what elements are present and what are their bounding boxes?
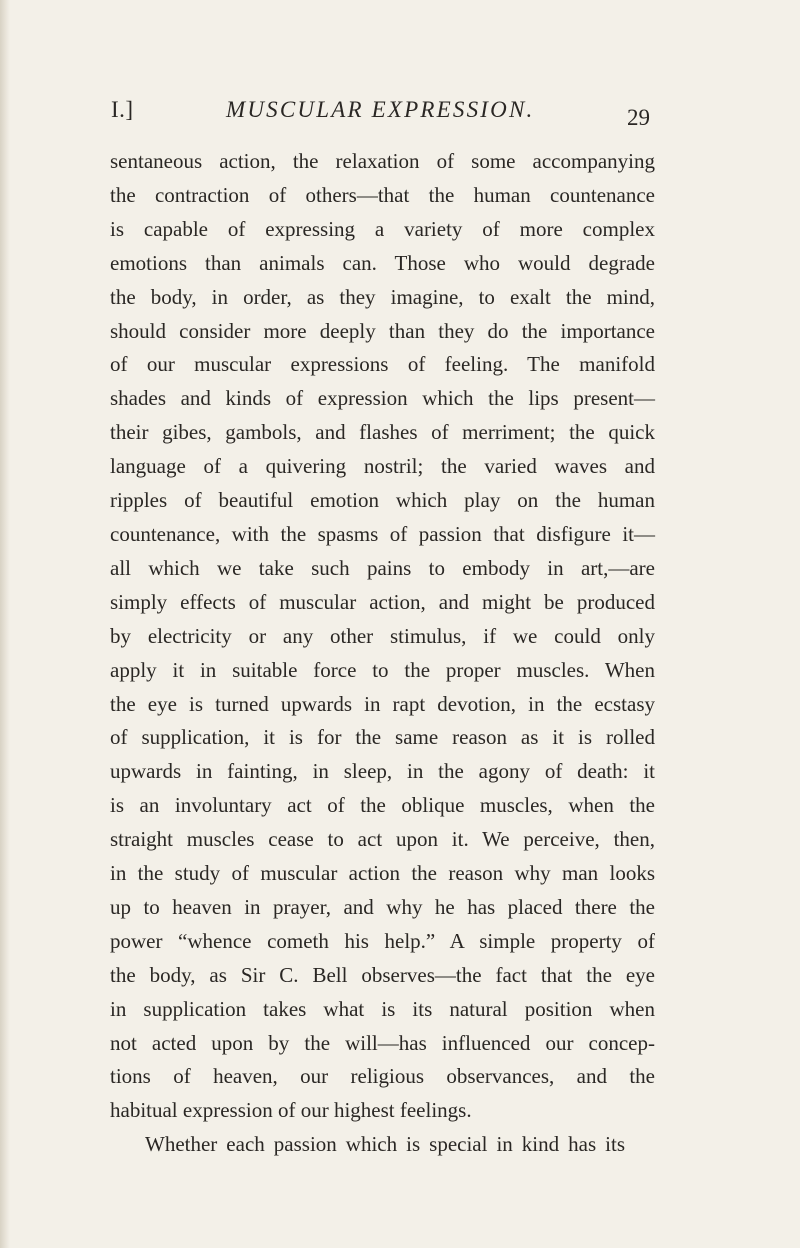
text-line: simply effects of muscular action, and might be produced bbox=[110, 589, 655, 614]
text-line: ripples of beautiful emotion which play on the human bbox=[110, 488, 655, 513]
text-line: all which we take such pains to embody in art,—are bbox=[110, 555, 655, 580]
text-line: straight muscles cease to act upon it. We perceive, then, bbox=[110, 827, 655, 852]
text-line: the body, as Sir C. Bell observes—the fact that the eye bbox=[110, 962, 655, 987]
text-line: should consider more deeply than they do the importance bbox=[110, 318, 655, 343]
text-line: emotions than animals can. Those who would degrade bbox=[110, 250, 655, 275]
text-line: tions of heaven, our religious observances, and the bbox=[110, 1064, 655, 1089]
text-line: in the study of muscular action the reason why man looks bbox=[110, 861, 655, 886]
text-line: of supplication, it is for the same reason as it is rolled bbox=[110, 725, 655, 750]
text-line: not acted upon by the will—has influenced our concep- bbox=[110, 1030, 655, 1055]
text-line: shades and kinds of expression which the lips present— bbox=[110, 386, 655, 411]
running-header bbox=[0, 97, 800, 137]
text-line: is an involuntary act of the oblique muscles, when the bbox=[110, 793, 655, 818]
text-line: apply it in suitable force to the proper muscles. When bbox=[110, 657, 655, 682]
text-line: upwards in fainting, in sleep, in the agony of death: it bbox=[110, 759, 655, 784]
page-number: 29 bbox=[627, 105, 650, 130]
text-line: Whether each passion which is special in kind has its bbox=[145, 1132, 625, 1157]
body-paragraphs bbox=[110, 145, 655, 1162]
text-line: up to heaven in prayer, and why he has placed there the bbox=[110, 894, 655, 919]
text-line: sentaneous action, the relaxation of some accompanying bbox=[110, 149, 655, 173]
running-title: MUSCULAR EXPRESSION. bbox=[226, 97, 535, 122]
chapter-marker: I.] bbox=[111, 97, 134, 122]
text-line: is capable of expressing a variety of more complex bbox=[110, 216, 655, 241]
text-line: the contraction of others—that the human countenance bbox=[110, 182, 655, 207]
text-line: by electricity or any other stimulus, if we could only bbox=[110, 623, 655, 648]
text-line: their gibes, gambols, and flashes of merriment; the quick bbox=[110, 420, 655, 445]
text-line: language of a quivering nostril; the varied waves and bbox=[110, 454, 655, 479]
text-line: the body, in order, as they imagine, to exalt the mind, bbox=[110, 284, 655, 309]
text-line: in supplication takes what is its natural position when bbox=[110, 996, 655, 1021]
text-line: the eye is turned upwards in rapt devotion, in the ecstasy bbox=[110, 691, 655, 716]
text-line: habitual expression of our highest feelings. bbox=[110, 1098, 472, 1123]
text-line: countenance, with the spasms of passion that disfigure it— bbox=[110, 521, 655, 546]
text-line: power “whence cometh his help.” A simple property of bbox=[110, 928, 655, 953]
text-line: of our muscular expressions of feeling. The manifold bbox=[110, 352, 655, 377]
